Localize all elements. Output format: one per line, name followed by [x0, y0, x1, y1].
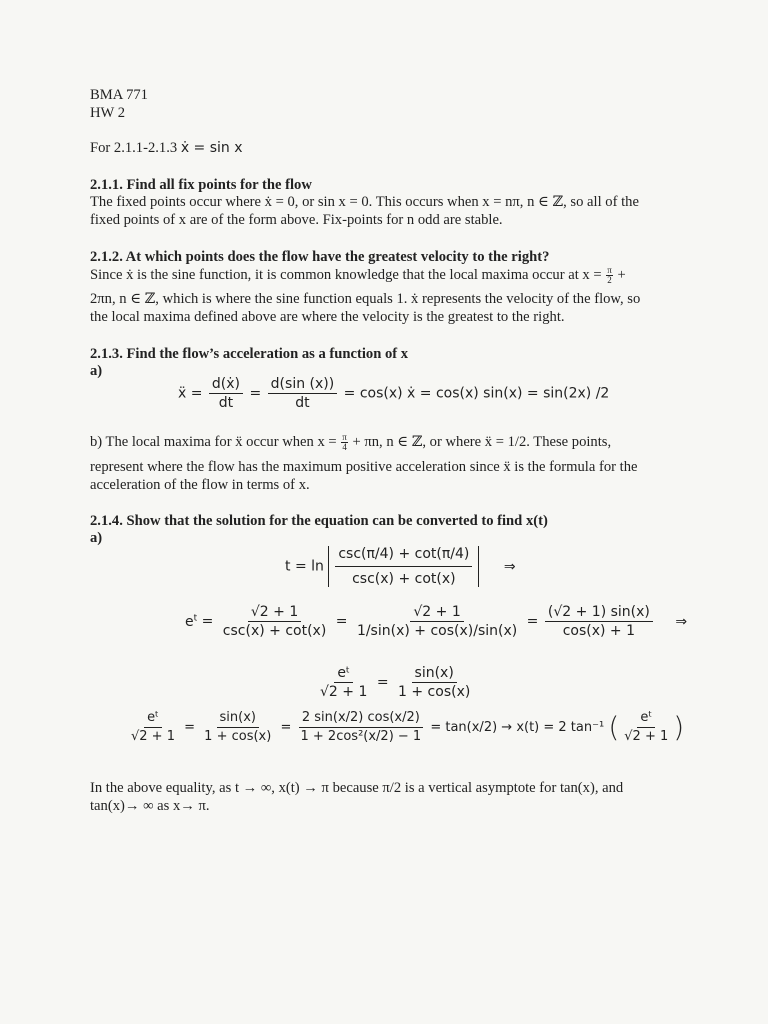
conclusion-line-2: tan(x)→ ∞ as x→ π. [90, 798, 210, 814]
exp-power: t [193, 613, 198, 624]
den-term-b: cos(x)/sin(x) [430, 623, 518, 639]
s214-part-a: a) [90, 530, 103, 546]
fraction [545, 604, 653, 639]
frac-den: √2 + 1 [624, 729, 669, 744]
eq-equals: = [201, 613, 214, 630]
exp-base: e [185, 613, 194, 630]
fraction [621, 710, 671, 745]
frac-num: d(sin (x)) [268, 376, 338, 394]
s213-b-text-2: + πn, n ∈ ℤ, or where ẍ = 1/2. These points, [348, 434, 612, 450]
frac-num: eᵗ [144, 710, 162, 728]
frac-den: dt [295, 395, 310, 411]
s212-line-3: the local maxima defined above are where the velocity is the greatest to the right. [90, 309, 565, 325]
s212-line-1-text: Since ẋ is the sine function, it is common knowledge that the local maxima occur at x = [90, 267, 606, 283]
frac-num: d(ẋ) [209, 376, 243, 394]
frac-den: 4 [342, 442, 347, 453]
den-term-a: 1/sin(x) [356, 623, 410, 639]
frac-den: √2 + 1 [131, 729, 175, 744]
frac-den: 1/sin(x) + cos(x)/sin(x) [356, 623, 518, 639]
left-paren: ( [608, 710, 620, 744]
s211-line-1: The fixed points occur where ẋ = 0, or sin x = 0. This occurs when x = nπ, n ∈ ℤ, so all of the [90, 194, 639, 210]
fraction [354, 604, 520, 639]
frac-den: 1 + 2cos²(x/2) − 1 [300, 729, 422, 744]
fraction [209, 376, 243, 411]
implies-arrow: ⇒ [503, 558, 516, 575]
intro-equation: ẋ = sin x [180, 140, 243, 156]
heading-2-1-2: 2.1.2. At which points does the flow have the greatest velocity to the right? [90, 249, 550, 265]
eq-rhs: = cos(x) ẋ = cos(x) sin(x) = sin(2x) /2 [343, 385, 610, 402]
fraction [128, 710, 178, 745]
heading-2-1-3: 2.1.3. Find the flow’s acceleration as a function of x [90, 346, 409, 362]
eq-equals: = [376, 674, 389, 691]
frac-den: 1 + cos(x) [398, 684, 471, 700]
s212-line-1 [90, 266, 626, 285]
s213-b-line-3: acceleration of the flow in terms of x. [90, 477, 310, 493]
eq-equals: = [184, 720, 196, 735]
frac-num: csc(π/4) + cot(π/4) [335, 546, 472, 567]
frac-den: csc(x) + cot(x) [352, 571, 456, 587]
fraction [298, 710, 425, 745]
s213-part-a: a) [90, 363, 103, 379]
course-code: BMA 771 [90, 87, 148, 103]
frac-num: (√2 + 1) sin(x) [545, 604, 653, 622]
acceleration-equation [178, 376, 609, 411]
eq-tail: = tan(x/2) → x(t) = 2 tan⁻¹ [430, 720, 605, 735]
exp-equation [185, 604, 687, 639]
pi-over-four-fraction [341, 433, 348, 452]
fraction [201, 710, 274, 745]
right-paren: ) [673, 710, 685, 744]
ratio-equation [315, 665, 475, 700]
eq-lhs [185, 614, 197, 630]
s212-line-2: 2πn, n ∈ ℤ, which is where the sine function equals 1. ẋ represents the velocity of the flow, so [90, 291, 641, 307]
eq-equals: = [280, 720, 292, 735]
conclusion-line-1: In the above equality, as t → ∞, x(t) → π because π/2 is a vertical asymptote for tan(x), and [90, 780, 624, 796]
frac-den: csc(x) + cot(x) [222, 623, 327, 639]
eq-equals: = [249, 385, 262, 402]
assignment-title: HW 2 [90, 105, 125, 121]
fraction [268, 376, 338, 411]
frac-num: √2 + 1 [410, 604, 463, 622]
eq-equals: = [335, 613, 348, 630]
eq-lhs: ẍ = [178, 385, 203, 402]
frac-num: eᵗ [637, 710, 655, 728]
pi-over-two-fraction [606, 266, 613, 285]
heading-2-1-1: 2.1.1. Find all fix points for the flow [90, 177, 312, 193]
heading-2-1-4: 2.1.4. Show that the solution for the equation can be converted to find x(t) [90, 513, 548, 529]
frac-num: sin(x) [217, 710, 259, 728]
implies-arrow: ⇒ [675, 613, 688, 630]
fraction [335, 546, 472, 587]
fraction [395, 665, 473, 700]
eq-lhs: t = ln [285, 558, 324, 575]
intro-prefix: For 2.1.1-2.1.3 [90, 140, 181, 156]
frac-den: cos(x) + 1 [562, 623, 636, 639]
solution-equation [126, 710, 684, 745]
frac-den: 2 [607, 275, 612, 286]
frac-num: 2 sin(x/2) cos(x/2) [299, 710, 423, 728]
frac-den: √2 + 1 [320, 684, 368, 700]
log-equation [285, 546, 516, 587]
s212-line-1-tail: + [613, 267, 626, 283]
frac-num: π [607, 265, 612, 276]
fraction [220, 604, 330, 639]
frac-num: √2 + 1 [248, 604, 301, 622]
frac-num: eᵗ [334, 665, 353, 683]
frac-den: dt [218, 395, 234, 411]
frac-num: π [342, 432, 347, 443]
s213-b-line-2: represent where the flow has the maximum positive acceleration since ẍ is the formula for the [90, 459, 638, 475]
s213-b-line-1 [90, 433, 611, 452]
s211-line-2: fixed points of x are of the form above. Fix-points for n odd are stable. [90, 212, 503, 228]
intro-line [90, 139, 243, 157]
frac-den: 1 + cos(x) [204, 729, 272, 744]
absolute-value [328, 546, 479, 587]
eq-equals: = [526, 613, 539, 630]
frac-num: sin(x) [412, 665, 457, 683]
fraction [317, 665, 370, 700]
s213-b-text-1: b) The local maxima for ẍ occur when x = [90, 434, 341, 450]
